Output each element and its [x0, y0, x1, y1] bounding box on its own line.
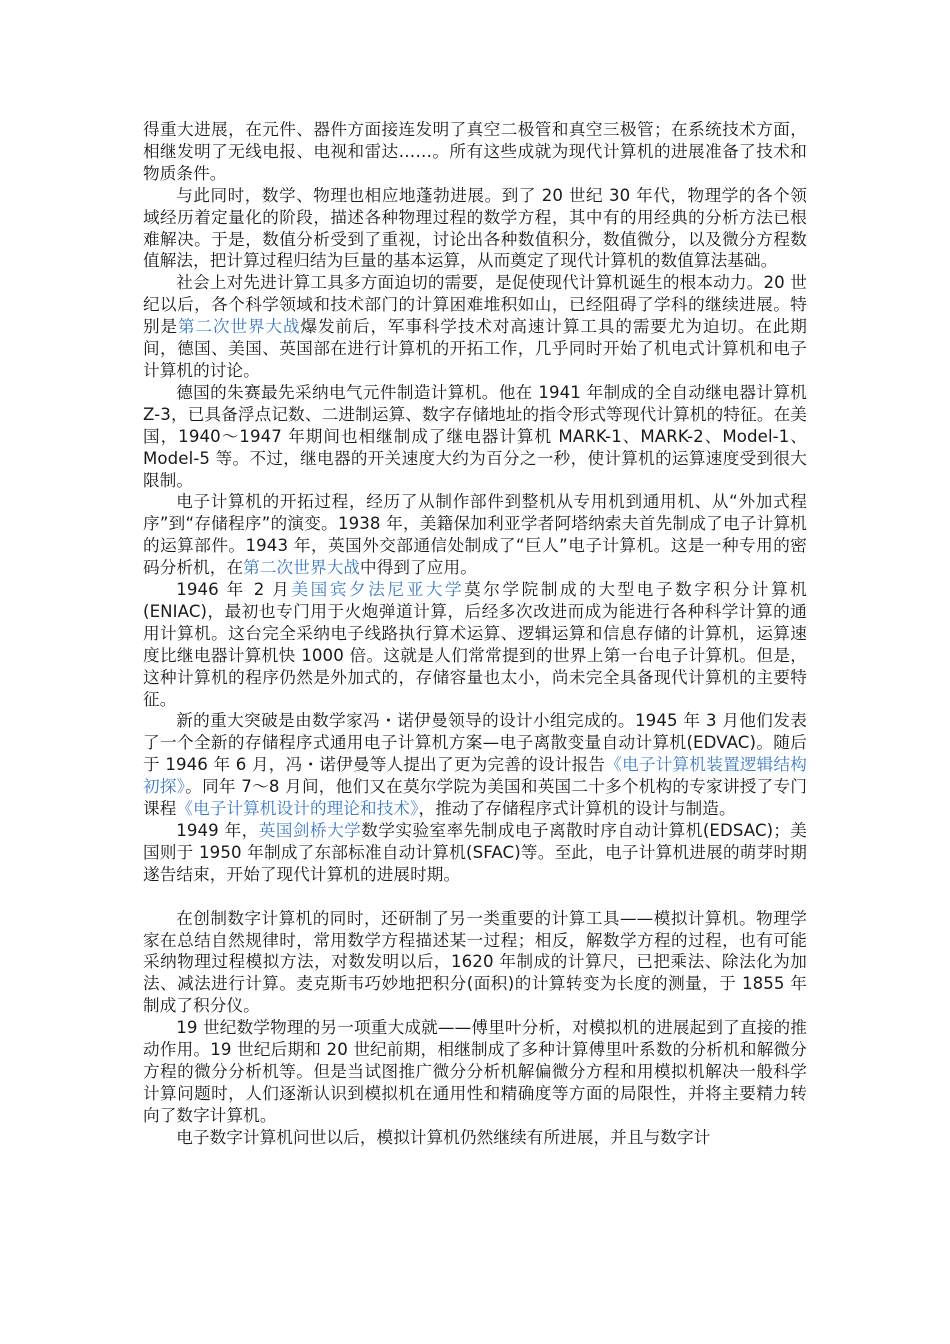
text-run: 数学实验室率先制成电子离散时序自动计算机(EDSAC)；美国则于 1950 年制成了东部标准自动计算机(SFAC)等。至此，电子计算机进展的萌芽时期遂告结束，开始了现代计算机的进展时期。 — [143, 821, 807, 884]
text-run: ，推动了存储程序式计算机的设计与制造。 — [418, 799, 736, 819]
text-run: 得重大进展，在元件、器件方面接连发明了真空二极管和真空三极管；在系统技术方面，相继发明了无线电报、电视和雷达……。所有这些成就为现代计算机的进展准备了技术和物质条件。 — [143, 120, 807, 183]
hyperlink[interactable]: 《电子计算机装置逻辑结构初探》 — [143, 755, 807, 797]
text-run: 电子计算机的开拓过程，经历了从制作部件到整机从专用机到通用机、从“外加式程序”到“存储程序”的演变。1938 年，美籍保加利亚学者阿塔纳索夫首先制成了电子计算机的运算部件。1943 年，英国外交部通信处制成了“巨人”电子计算机。这是一种专用的密码分析机，在 — [143, 492, 807, 578]
hyperlink[interactable]: 第二次世界大战 — [178, 317, 301, 337]
paragraph — [143, 908, 807, 1018]
hyperlink[interactable]: 英国剑桥大学 — [258, 821, 362, 840]
text-run: 与此同时，数学、物理也相应地蓬勃进展。到了 20 世纪 30 年代，物理学的各个领域经历着定量化的阶段，描述各种物理过程的数学方程，其中有的用经典的分析方法已根难解决。于是，数值分析受到了重视，讨论出各种数值积分，数值微分，以及微分方程数值解法，把计算过程归结为巨量的基本运算，从而奠定了现代计算机的数值算法基础。 — [143, 185, 807, 271]
text-run: 19 世纪数学物理的另一项重大成就——傅里叶分析，对模拟机的进展起到了直接的推动作用。19 世纪后期和 20 世纪前期，相继制成了多种计算傅里叶系数的分析机和解微分方程的微分分析机等。但是当试图推广微分分析机解偏微分方程和用模拟机解决一般科学计算问题时，人们逐渐认识到模拟机在通用性和精确度等方面的局限性，并将主要精力转向了数字计算机。 — [143, 1018, 807, 1125]
text-run: 1949 年， — [176, 821, 259, 840]
text-run: 莫尔学院制成的大型电子数字积分计算机(ENIAC)，最初也专门用于火炮弹道计算，后经多次改进而成为能进行各种科学计算的通用计算机。这台完全采纳电子线路执行算术运算、逻辑运算和信息存储的计算机，运算速度比继电器计算机快 1000 倍。这就是人们常常提到的世界上第一台电子计算机。但是，这种计算机的程序仍然是外加式的，存储容量也太小，尚未完全具备现代计算机的主要特征。 — [143, 580, 807, 709]
paragraph — [143, 710, 807, 820]
paragraph — [143, 491, 807, 579]
paragraph — [143, 119, 807, 185]
text-run: 德国的朱赛最先采纳电气元件制造计算机。他在 1941 年制成的全自动继电器计算机 Z-3，已具备浮点记数、二进制运算、数字存储地址的指令形式等现代计算机的特征。在美国，1940～1947 年期间也相继制成了继电器计算机 MARK-1、MARK-2、Model-1、Model-5 等。不过，继电器的开关速度大约为百分之一秒，使计算机的运算速度受到很大限制。 — [143, 382, 807, 490]
text-run: 爆发前后，军事科学技术对高速计算工具的需要尤为迫切。在此期间，德国、美国、英国部在进行计算机的开拓工作，几乎同时开始了机电式计算机和电子计算机的讨论。 — [143, 317, 808, 380]
paragraph — [143, 820, 807, 886]
text-run: 1946 年 2 月 — [176, 580, 292, 600]
document-body — [143, 119, 807, 1149]
paragraph — [143, 382, 807, 492]
paragraph — [143, 272, 807, 382]
text-run: 新的重大突破是由数学家冯・诺伊曼领导的设计小组完成的。1945 年 3 月他们发表了一个全新的存储程序式通用电子计算机方案—电子离散变量自动计算机(EDVAC)。随后于 1946 年 6 月，冯・诺伊曼等人提出了更为完善的设计报告 — [143, 711, 807, 775]
paragraph-gap — [143, 886, 807, 908]
text-run: 社会上对先进计算工具多方面迫切的需要，是促使现代计算机诞生的根本动力。20 世纪以后，各个科学领域和技术部门的计算困难堆积如山，已经阻碍了学科的继续进展。特别是 — [143, 273, 807, 337]
hyperlink[interactable]: 《电子计算机设计的理论和技术》 — [176, 799, 419, 819]
paragraph — [143, 1127, 807, 1149]
hyperlink[interactable]: 第二次世界大战 — [243, 558, 361, 578]
paragraph — [143, 185, 807, 273]
text-run: 电子数字计算机问世以后，模拟计算机仍然继续有所进展，并且与数字计 — [176, 1127, 711, 1147]
paragraph — [143, 579, 807, 710]
text-run: 中得到了应用。 — [360, 558, 477, 578]
hyperlink[interactable]: 美国宾夕法尼亚大学 — [291, 580, 465, 600]
text-run: 在创制数字计算机的同时，还研制了另一类重要的计算工具——模拟计算机。物理学家在总结自然规律时，常用数学方程描述某一过程；相反，解数学方程的过程，也有可能采纳物理过程模拟方法，对数发明以后，1620 年制成的计算尺，已把乘法、除法化为加法、减法进行计算。麦克斯韦巧妙地把积分(面积)的计算转变为长度的测量，于 1855 年制成了积分仪。 — [143, 908, 807, 1016]
paragraph — [143, 1017, 807, 1127]
text-run: 。同年 7～8 月间，他们又在莫尔学院为美国和英国二十多个机构的专家讲授了专门课程 — [143, 777, 808, 819]
